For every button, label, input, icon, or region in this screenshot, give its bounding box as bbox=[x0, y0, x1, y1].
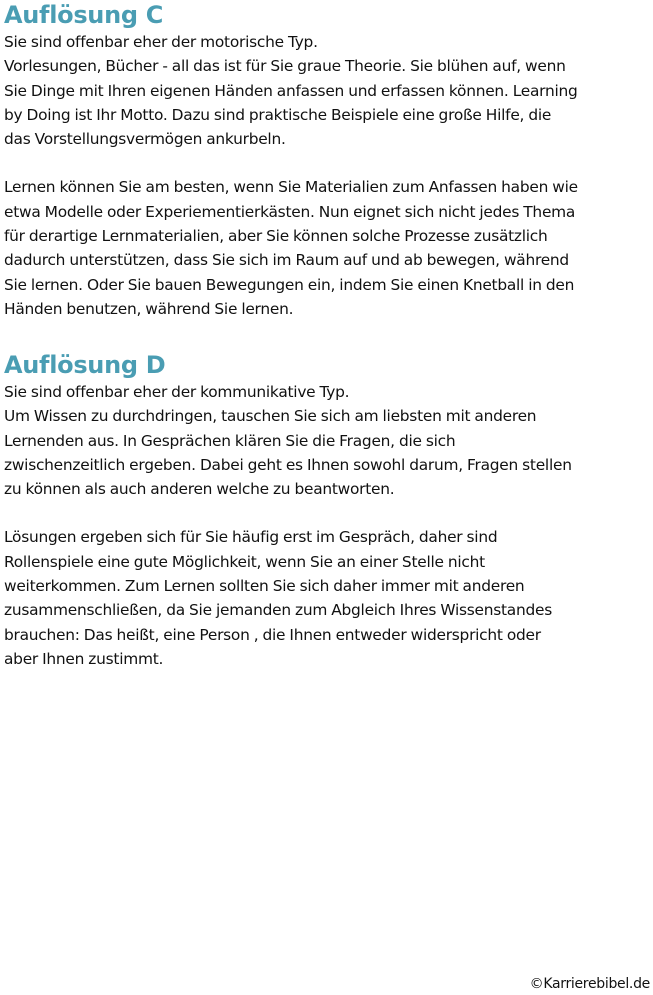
text-line: Sie sind offenbar eher der motorische Typ. bbox=[4, 33, 318, 51]
text-line: Sie sind offenbar eher der kommunikative Typ. bbox=[4, 383, 350, 401]
text-line: Um Wissen zu durchdringen, tauschen Sie sich am liebsten mit anderen bbox=[4, 407, 537, 426]
text-line: Lernen können Sie am besten, wenn Sie Materialien zum Anfassen haben wie bbox=[4, 178, 578, 197]
paragraph-spacer bbox=[4, 501, 651, 525]
section-d-paragraph-1 bbox=[4, 380, 651, 501]
text-line: dadurch unterstützen, dass Sie sich im Raum auf und ab bewegen, während bbox=[4, 251, 569, 270]
text-line: weiterkommen. Zum Lernen sollten Sie sich daher immer mit anderen bbox=[4, 577, 525, 596]
section-c-paragraph-2 bbox=[4, 175, 651, 321]
paragraph-spacer bbox=[4, 151, 651, 175]
text-line: Lösungen ergeben sich für Sie häufig erst im Gespräch, daher sind bbox=[4, 528, 498, 547]
section-d bbox=[4, 350, 651, 671]
text-line: brauchen: Das heißt, eine Person , die Ihnen entweder widerspricht oder bbox=[4, 625, 541, 644]
text-line: für derartige Lernmaterialien, aber Sie können solche Prozesse zusätzlich bbox=[4, 227, 548, 246]
text-line: Vorlesungen, Bücher - all das ist für Sie graue Theorie. Sie blühen auf, wenn bbox=[4, 57, 566, 76]
text-line: zwischenzeitlich ergeben. Dabei geht es Ihnen sowohl darum, Fragen stellen bbox=[4, 455, 572, 474]
text-line: by Doing ist Ihr Motto. Dazu sind praktische Beispiele eine große Hilfe, die bbox=[4, 105, 552, 124]
section-c-heading: Auflösung C bbox=[4, 1, 164, 29]
section-d-paragraph-2 bbox=[4, 525, 651, 671]
text-line: Rollenspiele eine gute Möglichkeit, wenn Sie an einer Stelle nicht bbox=[4, 552, 485, 571]
text-line: zu können als auch anderen welche zu beantworten. bbox=[4, 480, 395, 499]
text-line: Sie Dinge mit Ihren eigenen Händen anfassen und erfassen können. Learning bbox=[4, 81, 578, 100]
section-c bbox=[4, 0, 651, 321]
copyright-notice: ©Karrierebibel.de bbox=[529, 976, 650, 992]
text-line: etwa Modelle oder Experiementierkästen. Nun eignet sich nicht jedes Thema bbox=[4, 202, 576, 221]
text-line: Händen benutzen, während Sie lernen. bbox=[4, 299, 294, 318]
section-c-paragraph-1 bbox=[4, 30, 651, 151]
text-line: aber Ihnen zustimmt. bbox=[4, 649, 164, 668]
text-line: Sie lernen. Oder Sie bauen Bewegungen ein, indem Sie einen Knetball in den bbox=[4, 275, 575, 294]
text-line: das Vorstellungsvermögen ankurbeln. bbox=[4, 130, 286, 149]
section-d-heading: Auflösung D bbox=[4, 351, 166, 379]
text-line: zusammenschließen, da Sie jemanden zum Abgleich Ihres Wissenstandes bbox=[4, 601, 552, 620]
text-line: Lernenden aus. In Gesprächen klären Sie die Fragen, die sich bbox=[4, 431, 456, 450]
